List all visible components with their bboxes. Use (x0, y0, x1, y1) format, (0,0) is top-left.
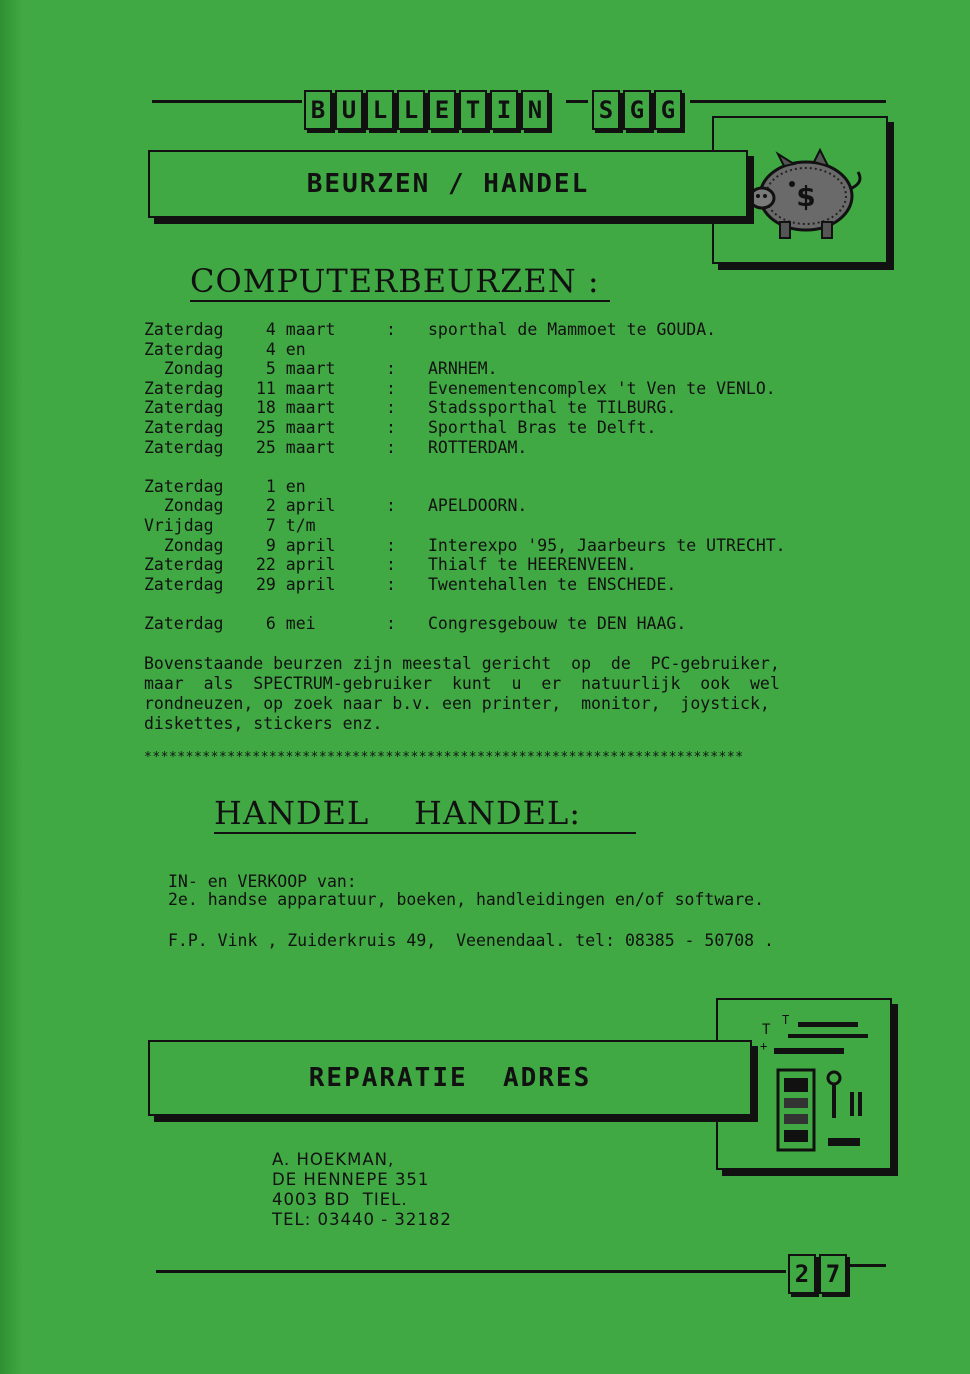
schedule-place: ARNHEM. (428, 359, 498, 379)
schedule-date: 6 mei (256, 613, 316, 633)
schedule-day: Zaterdag (144, 378, 224, 398)
schedule-day: Zaterdag (144, 398, 224, 418)
schedule-colon: : (386, 320, 396, 339)
schedule-date: 29 april (256, 574, 336, 594)
schedule-row (144, 536, 786, 556)
bulletin-title (304, 90, 549, 130)
svg-text:T: T (782, 1013, 790, 1027)
bulletin-letter: E (428, 90, 456, 130)
schedule-place: Twentehallen te ENSCHEDE. (428, 574, 677, 594)
schedule-date: 2 april (256, 496, 336, 516)
schedule-day: Zondag (144, 535, 224, 555)
schedule-row (144, 398, 786, 418)
header-rule-left (152, 100, 302, 103)
computerbeurzen-title: COMPUTERBEURZEN : (190, 262, 610, 302)
page-fold-shadow (0, 0, 24, 1374)
footer-rule-right (846, 1264, 886, 1267)
sgg-title (592, 90, 682, 130)
description-line: rondneuzen, op zoek naar b.v. een printer, monitor, joystick, (144, 694, 770, 713)
address-line: DE HENNEPE 351 (272, 1170, 430, 1189)
schedule-gap (144, 594, 786, 614)
schedule-gap (144, 457, 786, 477)
repair-address (272, 1150, 452, 1230)
schedule-date: 18 maart (256, 398, 336, 418)
schedule-colon: : (386, 398, 396, 418)
fair-description (144, 654, 892, 734)
handel-contact: F.P. Vink , Zuiderkruis 49, Veenendaal. tel: 08385 - 50708 . (168, 931, 774, 950)
schedule-colon: : (386, 359, 396, 379)
schedule-row (144, 555, 786, 575)
sgg-letter: G (623, 90, 651, 130)
schedule-day: Zaterdag (144, 417, 224, 437)
schedule-date: 25 maart (256, 417, 336, 437)
schedule-colon (386, 340, 428, 360)
schedule-place: APELDOORN. (428, 496, 528, 516)
sgg-letter: S (592, 90, 620, 130)
schedule-place: Congresgebouw te DEN HAAG. (428, 613, 687, 633)
schedule-row (144, 359, 786, 379)
schedule-day: Zaterdag (144, 555, 224, 575)
schedule-row (144, 516, 786, 536)
handel-line2: 2e. handse apparatuur, boeken, handleidingen en/of software. (168, 890, 765, 909)
schedule-day: Zaterdag (144, 437, 224, 457)
schedule-colon: : (386, 437, 396, 457)
schedule-colon: : (386, 555, 396, 575)
schedule-date: 5 maart (256, 359, 336, 379)
schedule-date: 4 en (256, 339, 306, 359)
schedule-colon: : (386, 613, 396, 633)
schedule-day: Zaterdag (144, 320, 224, 339)
schedule-row (144, 575, 786, 595)
schedule-place: ROTTERDAM. (428, 437, 528, 457)
address-line: A. HOEKMAN, (272, 1150, 395, 1169)
page-number (788, 1254, 847, 1294)
schedule-date: 9 april (256, 535, 336, 555)
schedule-colon: : (386, 378, 396, 398)
bulletin-letter: L (397, 90, 425, 130)
reparatie-banner-text: REPARATIE ADRES (308, 1063, 592, 1093)
address-line: TEL: 03440 - 32182 (272, 1210, 452, 1229)
schedule-place: sporthal de Mammoet te GOUDA. (428, 320, 717, 339)
schedule-colon: : (386, 574, 396, 594)
schedule-colon: : (386, 535, 396, 555)
description-line: Bovenstaande beurzen zijn meestal gericht op de PC-gebruiker, (144, 654, 780, 673)
header-rule-mid (566, 100, 588, 103)
schedule-place: Sporthal Bras te Delft. (428, 417, 657, 437)
schedule-place: Evenementencomplex 't Ven te VENLO. (428, 378, 776, 398)
schedule-row (144, 320, 786, 340)
bulletin-letter: I (490, 90, 518, 130)
bulletin-letter: L (366, 90, 394, 130)
star-divider: ************************************************************************ (144, 750, 744, 765)
schedule-date: 4 maart (256, 320, 336, 339)
schedule-colon (386, 477, 428, 497)
bulletin-letter: T (459, 90, 487, 130)
schedule-row (144, 379, 786, 399)
handel-line1: IN- en VERKOOP van: (168, 872, 357, 891)
schedule-row (144, 418, 786, 438)
sgg-letter: G (654, 90, 682, 130)
schedule-day: Vrijdag (144, 515, 214, 535)
schedule-row (144, 438, 786, 458)
schedule-date: 11 maart (256, 378, 336, 398)
schedule-place: Interexpo '95, Jaarbeurs te UTRECHT. (428, 535, 786, 555)
schedule-place: Thialf te HEERENVEEN. (428, 555, 637, 575)
schedule-date: 25 maart (256, 437, 336, 457)
handel-title: HANDEL HANDEL: (214, 794, 636, 834)
address-line: 4003 BD TIEL. (272, 1190, 408, 1209)
bulletin-letter: N (521, 90, 549, 130)
schedule-place: Stadssporthal te TILBURG. (428, 398, 677, 418)
description-line: maar als SPECTRUM-gebruiker kunt u er natuurlijk ook wel (144, 674, 780, 693)
svg-text:+: + (760, 1039, 768, 1053)
svg-text:$: $ (796, 180, 816, 213)
schedule-day: Zondag (144, 496, 224, 516)
reparatie-banner (148, 1040, 752, 1116)
schedule-date: 1 en (256, 476, 306, 496)
schedule-colon: : (386, 417, 396, 437)
schedule-row (144, 496, 786, 516)
schedule-row (144, 614, 786, 634)
fair-schedule (144, 320, 786, 634)
page-number-letter: 7 (819, 1254, 847, 1294)
footer-rule-left (156, 1270, 786, 1273)
schedule-date: 22 april (256, 555, 336, 575)
svg-text:T: T (762, 1022, 771, 1038)
schedule-day: Zaterdag (144, 476, 224, 496)
description-line: diskettes, stickers enz. (144, 714, 383, 733)
header-rule-right (690, 100, 886, 103)
section-banner-text: BEURZEN / HANDEL (306, 169, 590, 199)
schedule-day: Zaterdag (144, 574, 224, 594)
page-number-letter: 2 (788, 1254, 816, 1294)
section-banner (148, 150, 748, 218)
schedule-row (144, 340, 786, 360)
schedule-date: 7 t/m (256, 515, 316, 535)
bulletin-letter: B (304, 90, 332, 130)
schedule-day: Zaterdag (144, 339, 224, 359)
schedule-day: Zondag (144, 359, 224, 379)
schedule-row (144, 477, 786, 497)
schedule-colon (386, 516, 428, 536)
schedule-colon: : (386, 496, 396, 516)
bulletin-letter: U (335, 90, 363, 130)
schedule-day: Zaterdag (144, 613, 224, 633)
